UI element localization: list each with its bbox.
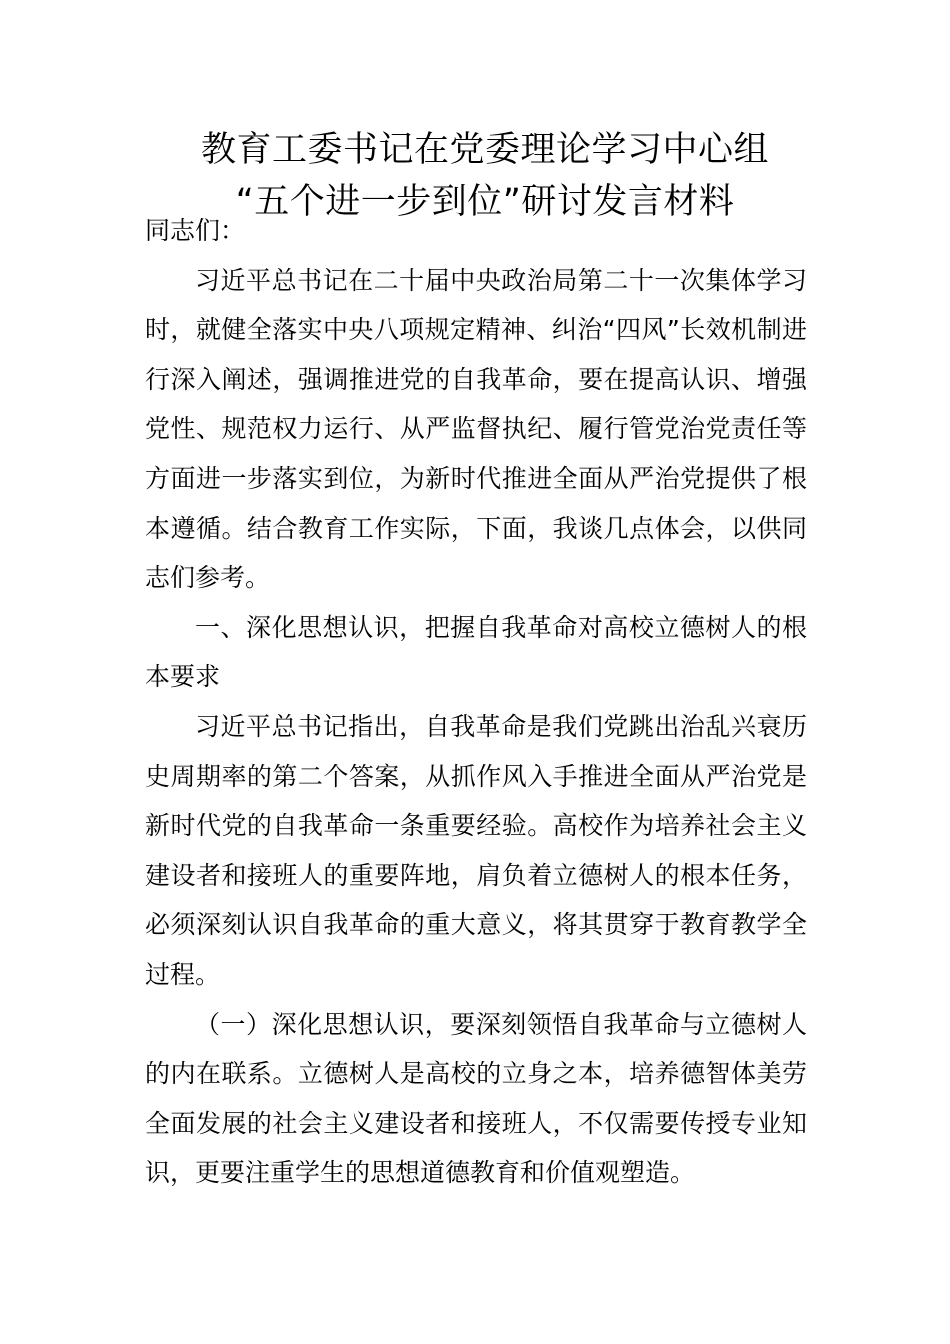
document-body xyxy=(145,206,807,1198)
paragraph-section-1: 习近平总书记指出，自我革命是我们党跳出治乱兴衰历史周期率的第二个答案，从抓作风入手推进全面从严治党是新时代党的自我革命一条重要经验。高校作为培养社会主义建设者和接班人的重要阵地，肩负着立德树人的根本任务，必须深刻认识自我革命的重大意义，将其贯穿于教育教学全过程。 xyxy=(145,711,807,989)
section-heading-1: 一、深化思想认识，把握自我革命对高校立德树人的根本要求 xyxy=(145,612,807,692)
document-title-line-1: 教育工委书记在党委理论学习中心组 xyxy=(200,130,769,170)
paragraph-intro: 习近平总书记在二十届中央政治局第二十一次集体学习时，就健全落实中央八项规定精神、纠治“四风”长效机制进行深入阐述，强调推进党的自我革命，要在提高认识、增强党性、规范权力运行、从严监督执纪、履行管党治党责任等方面进一步落实到位，为新时代推进全面从严治党提供了根本遵循。结合教育工作实际，下面，我谈几点体会，以供同志们参考。 xyxy=(145,265,807,593)
document-title-line-2: “五个进一步到位”研讨发言材料 xyxy=(235,182,735,222)
salutation: 同志们： xyxy=(145,216,246,245)
paragraph-subsection-1: （一）深化思想认识，要深刻领悟自我革命与立德树人的内在联系。立德树人是高校的立身之本，培养德智体美劳全面发展的社会主义建设者和接班人，不仅需要传授专业知识，更要注重学生的思想道德教育和价值观塑造。 xyxy=(145,1009,807,1188)
